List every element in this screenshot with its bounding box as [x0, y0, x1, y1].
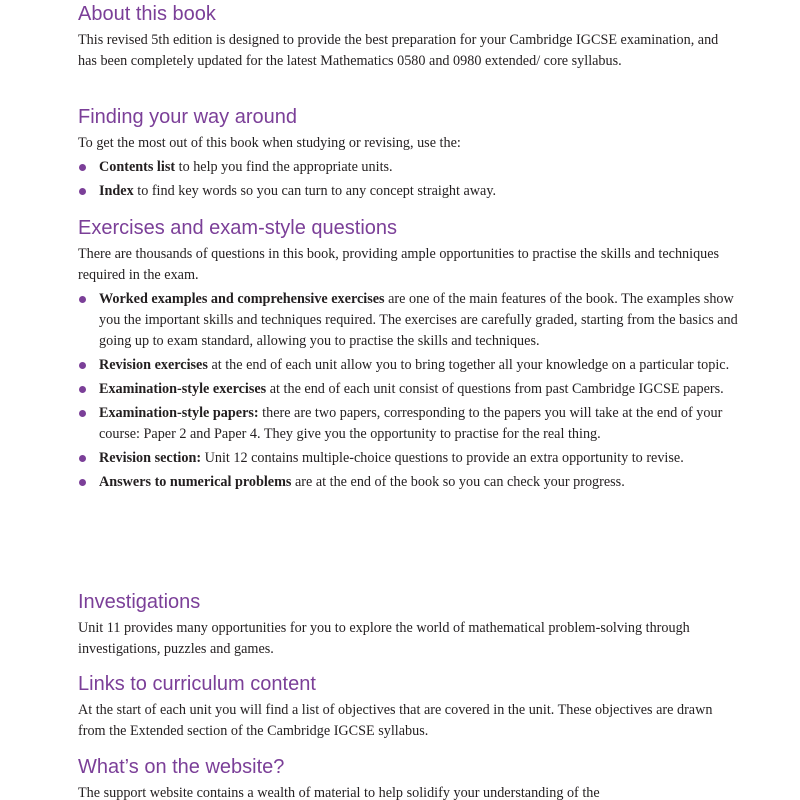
list-item: [78, 355, 738, 376]
item-bold: Worked examples and comprehensive exercises: [99, 291, 385, 307]
website-text: The support website contains a wealth of material to help solidify your understanding of the: [78, 785, 600, 800]
bullet-icon: [79, 188, 86, 195]
bullet-icon: [79, 296, 86, 303]
section-exercises: [78, 216, 738, 493]
heading-website: What’s on the website?: [78, 756, 285, 778]
list-item: [78, 472, 738, 493]
item-bold: Revision section:: [99, 450, 202, 466]
item-text: to find key words so you can turn to any concept straight away.: [133, 183, 497, 199]
item-text: are one of the main features of the book. The examples show you the important skills and techniques required. The exercises are carefully graded, starting from the basics and going up to exam standard, allowing you to practise the skills and techniques.: [99, 291, 738, 349]
finding-list: [78, 157, 738, 202]
item-text: Unit 12 contains multiple-choice questions to provide an extra opportunity to revise.: [201, 450, 684, 466]
finding-intro: To get the most out of this book when studying or revising, use the:: [78, 135, 461, 151]
bullet-icon: [79, 479, 86, 486]
bullet-icon: [79, 164, 86, 171]
heading-about: About this book: [78, 3, 216, 25]
about-text: This revised 5th edition is designed to provide the best preparation for your Cambridge IGCSE examination, and has been completely updated for the latest Mathematics 0580 and 0980 extended/ core syllabus.: [78, 32, 719, 69]
section-about: [78, 2, 738, 72]
exercises-list: [78, 289, 738, 493]
heading-exercises: Exercises and exam-style questions: [78, 217, 398, 239]
item-bold: Index: [99, 183, 134, 199]
list-item: [78, 181, 738, 202]
list-item: [78, 157, 738, 178]
item-bold: Answers to numerical problems: [99, 474, 292, 490]
item-text: there are two papers, corresponding to the papers you will take at the end of your course: Paper 2 and Paper 4. They give you the opportunity to practise for the real thing.: [99, 405, 723, 442]
item-bold: Examination-style exercises: [99, 381, 267, 397]
heading-investigations: Investigations: [78, 591, 201, 613]
section-links: [78, 672, 738, 742]
item-text: at the end of each unit consist of questions from past Cambridge IGCSE papers.: [266, 381, 724, 397]
heading-finding: Finding your way around: [78, 106, 298, 128]
item-text: are at the end of the book so you can check your progress.: [291, 474, 625, 490]
list-item: [78, 403, 738, 445]
exercises-intro: There are thousands of questions in this book, providing ample opportunities to practise the skills and techniques required in the exam.: [78, 246, 720, 283]
item-text: at the end of each unit allow you to bring together all your knowledge on a particular topic.: [207, 357, 730, 373]
item-bold: Revision exercises: [99, 357, 208, 373]
section-finding: [78, 105, 738, 202]
bullet-icon: [79, 410, 86, 417]
bullet-icon: [79, 362, 86, 369]
list-item: [78, 289, 738, 352]
item-bold: Examination-style papers:: [99, 405, 259, 421]
bullet-icon: [79, 455, 86, 462]
investigations-text: Unit 11 provides many opportunities for you to explore the world of mathematical problem-solving through investigations, puzzles and games.: [78, 620, 690, 657]
item-bold: Contents list: [99, 159, 176, 175]
section-website: [78, 755, 738, 800]
bullet-icon: [79, 386, 86, 393]
list-item: [78, 448, 738, 469]
heading-links: Links to curriculum content: [78, 673, 316, 695]
links-text: At the start of each unit you will find a list of objectives that are covered in the unit. These objectives are drawn from the Extended section of the Cambridge IGCSE syllabus.: [78, 702, 713, 739]
section-investigations: [78, 590, 738, 660]
list-item: [78, 379, 738, 400]
item-text: to help you find the appropriate units.: [175, 159, 393, 175]
